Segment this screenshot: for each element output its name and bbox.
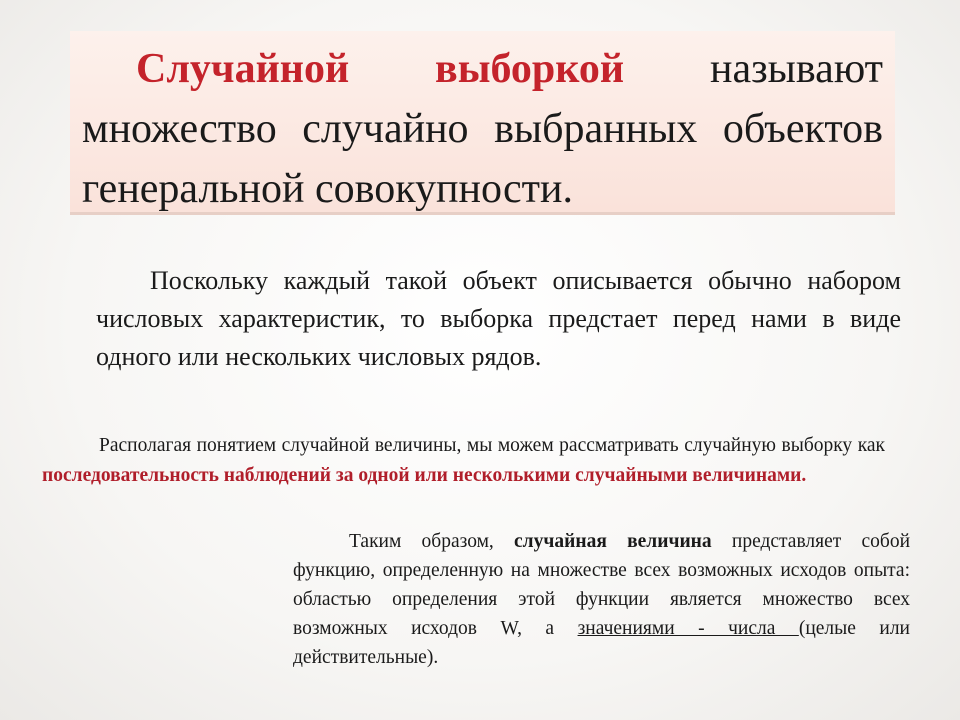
definition-rest: называют множество случайно выбранных объектов генеральной совокупности. bbox=[82, 46, 883, 212]
definition-box bbox=[70, 31, 895, 215]
paragraph4-middle: представляет собой функцию, определенную на множестве всех возможных исходов опыта: областью определения этой функции является множество всех возможных исходов W, а bbox=[293, 531, 910, 639]
paragraph4-term: случайная величина bbox=[514, 531, 712, 552]
paragraph4-lead: Таким образом, bbox=[349, 531, 515, 552]
definition-text bbox=[82, 39, 883, 219]
paragraph3-highlight: последовательность наблюдений за одной или несколькими случайными величинами. bbox=[42, 465, 807, 486]
sample-description-paragraph: Поскольку каждый такой объект описывается обычно набором числовых характеристик, то выборка предстает перед нами в виде одного или нескольких числовых рядов. bbox=[96, 266, 901, 371]
random-variable-definition-paragraph bbox=[293, 527, 910, 672]
random-variable-paragraph bbox=[42, 431, 885, 491]
paragraph4-tail: (целые или действительные). bbox=[293, 618, 910, 668]
definition-term: Случайной выборкой bbox=[136, 46, 625, 92]
paragraph4-underlined: значениями - числа bbox=[577, 618, 799, 639]
paragraph3-lead: Располагая понятием случайной величины, мы можем рассматривать случайную выборку как bbox=[99, 435, 885, 456]
